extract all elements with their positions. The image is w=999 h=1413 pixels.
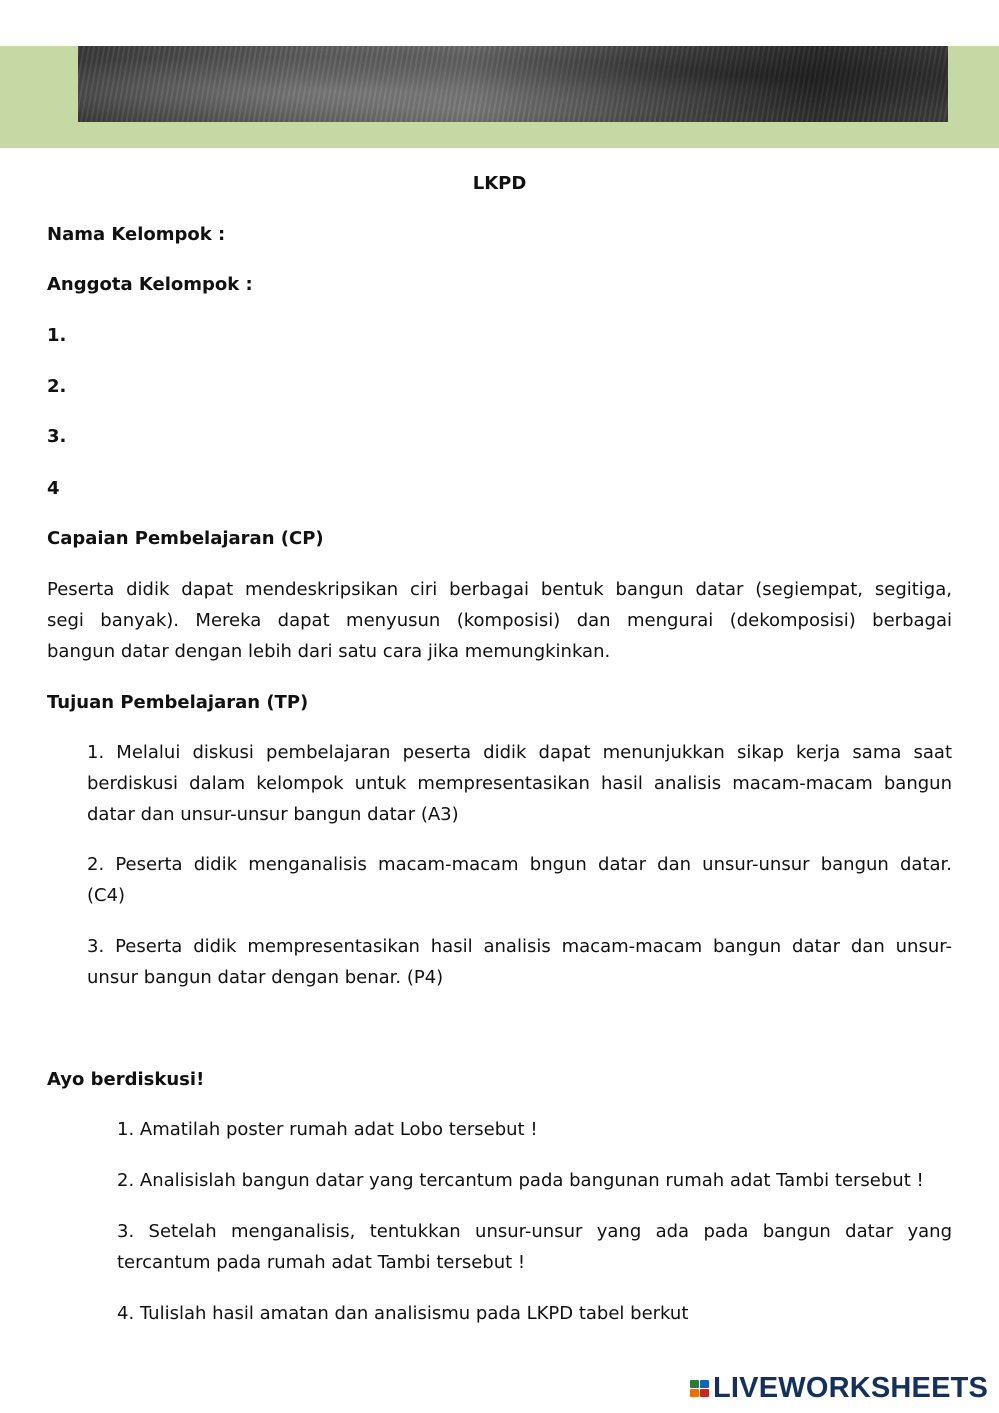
member-number: 3. bbox=[47, 426, 67, 447]
tp-line: 2. Peserta didik menganalisis macam-macam bngun datar dan unsur-unsur bangun datar. bbox=[87, 854, 952, 875]
discuss-line: tercantum pada rumah adat Tambi tersebut ! bbox=[117, 1252, 526, 1273]
discuss-item: 1. Amatilah poster rumah adat Lobo tersebut ! bbox=[117, 1119, 538, 1140]
tp-line: unsur bangun datar dengan benar. (P4) bbox=[87, 967, 444, 988]
header-photo bbox=[78, 46, 948, 122]
member-number: 4 bbox=[47, 478, 60, 499]
logo-icon-cell bbox=[700, 1380, 709, 1388]
page-title: LKPD bbox=[472, 173, 527, 194]
discuss-item: 4. Tulislah hasil amatan dan analisismu pada LKPD tabel berkut bbox=[117, 1303, 689, 1324]
member-number: 1. bbox=[47, 325, 67, 346]
discuss-heading: Ayo berdiskusi! bbox=[47, 1069, 205, 1090]
logo-icon-cell bbox=[700, 1389, 709, 1397]
liveworksheets-logo-text: LIVEWORKSHEETS bbox=[713, 1371, 989, 1404]
cp-line: Peserta didik dapat mendeskripsikan ciri berbagai bentuk bangun datar (segiempat, segitiga, bbox=[47, 579, 952, 600]
cp-line: segi banyak). Mereka dapat menyusun (komposisi) dan mengurai (dekomposisi) berbagai bbox=[47, 610, 952, 631]
tp-heading: Tujuan Pembelajaran (TP) bbox=[47, 692, 309, 713]
liveworksheets-logo[interactable] bbox=[690, 1370, 988, 1406]
tp-line: datar dan unsur-unsur bangun datar (A3) bbox=[87, 804, 459, 825]
cp-line: bangun datar dengan lebih dari satu cara jika memungkinkan. bbox=[47, 641, 611, 662]
tp-line: (C4) bbox=[87, 885, 126, 906]
discuss-line: 3. Setelah menganalisis, tentukkan unsur-unsur yang ada pada bangun datar yang bbox=[117, 1221, 952, 1242]
liveworksheets-logo-icon bbox=[690, 1380, 709, 1397]
member-number: 2. bbox=[47, 376, 67, 397]
discuss-item: 2. Analisislah bangun datar yang tercantum pada bangunan rumah adat Tambi tersebut ! bbox=[117, 1170, 924, 1191]
logo-icon-cell bbox=[690, 1380, 699, 1388]
group-name-label: Nama Kelompok : bbox=[47, 224, 226, 245]
members-label: Anggota Kelompok : bbox=[47, 274, 253, 295]
tp-line: 1. Melalui diskusi pembelajaran peserta didik dapat menunjukkan sikap kerja sama saat bbox=[87, 742, 952, 763]
tp-line: berdiskusi dalam kelompok untuk mempresentasikan hasil analisis macam-macam bangun bbox=[87, 773, 952, 794]
tp-line: 3. Peserta didik mempresentasikan hasil analisis macam-macam bangun datar dan unsur- bbox=[87, 936, 952, 957]
cp-heading: Capaian Pembelajaran (CP) bbox=[47, 528, 324, 549]
logo-icon-cell bbox=[690, 1389, 699, 1397]
